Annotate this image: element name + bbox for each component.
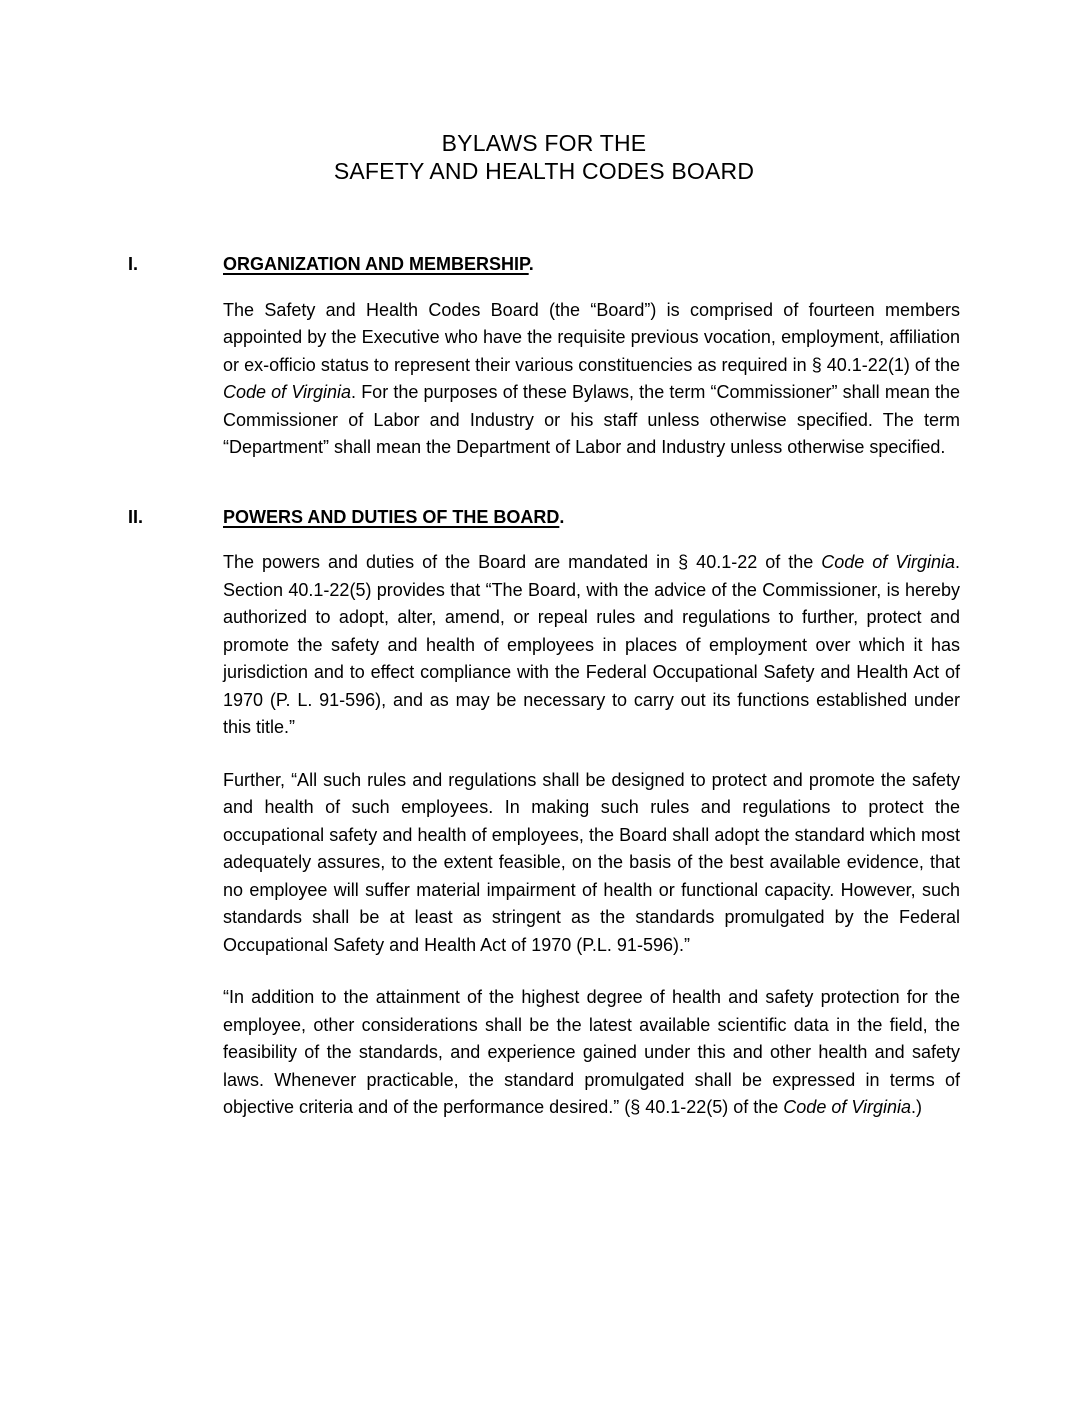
title-line-1: BYLAWS FOR THE (441, 130, 647, 156)
section-powers-and-duties (128, 504, 960, 1122)
section-heading-text: POWERS AND DUTIES OF THE BOARD (223, 506, 560, 527)
paragraph: The powers and duties of the Board are mandated in § 40.1-22 of the Code of Virginia. Section 40.1-22(5) provides that “The Board, with the advice of the Commissioner, is hereby authorized to adopt, alter, amend, or repeal rules and regulations to further, protect and promote the safety and health of employees in places of employment over which it has jurisdiction and to effect compliance with the Federal Occupational Safety and Health Act of 1970 (P. L. 91-596), and as may be necessary to carry out its functions established under this title.” (223, 552, 960, 737)
section-heading-punctuation: . (559, 506, 565, 527)
section-heading (223, 251, 534, 279)
section-heading-row (128, 504, 960, 532)
section-heading (223, 504, 564, 532)
section-number: I. (128, 254, 139, 274)
section-heading-text: ORGANIZATION AND MEMBERSHIP (223, 254, 529, 274)
section-number: II. (128, 506, 144, 527)
title-line-2: SAFETY AND HEALTH CODES BOARD (333, 157, 755, 184)
document-title (128, 130, 960, 185)
paragraph: “In addition to the attainment of the highest degree of health and safety protection for the employee, other considerations shall be the latest available scientific data in the field, the feasibility of the standards, and experience gained under this and other health and safety laws. Whenever practicable, the standard promulgated shall be expressed in terms of objective criteria and of the performance desired.” (§ 40.1-22(5) of the Code of Virginia.) (223, 987, 960, 1117)
paragraph: Further, “All such rules and regulations shall be designed to protect and promote the safety and health of such employees. In making such rules and regulations to protect the occupational safety and health of employees, the Board shall adopt the standard which most adequately assures, to the extent feasible, on the basis of the best available evidence, that no employee will suffer material impairment of health or functional capacity. However, such standards shall be at least as stringent as the standards promulgated by the Federal Occupational Safety and Health Act of 1970 (P.L. 91-596).” (223, 769, 960, 955)
section-heading-row (128, 251, 960, 279)
paragraph: The Safety and Health Codes Board (the “Board”) is comprised of fourteen members appointed by the Executive who have the requisite previous vocation, employment, affiliation or ex-officio status to represent their various constituencies as required in § 40.1-22(1) of the Code of Virginia. For the purposes of these Bylaws, the term “Commissioner” shall mean the Commissioner of Labor and Industry or his staff unless otherwise specified. The term “Department” shall mean the Department of Labor and Industry unless otherwise specified. (223, 299, 961, 457)
section-heading-punctuation: . (528, 254, 534, 274)
section-organization-and-membership (128, 251, 960, 462)
